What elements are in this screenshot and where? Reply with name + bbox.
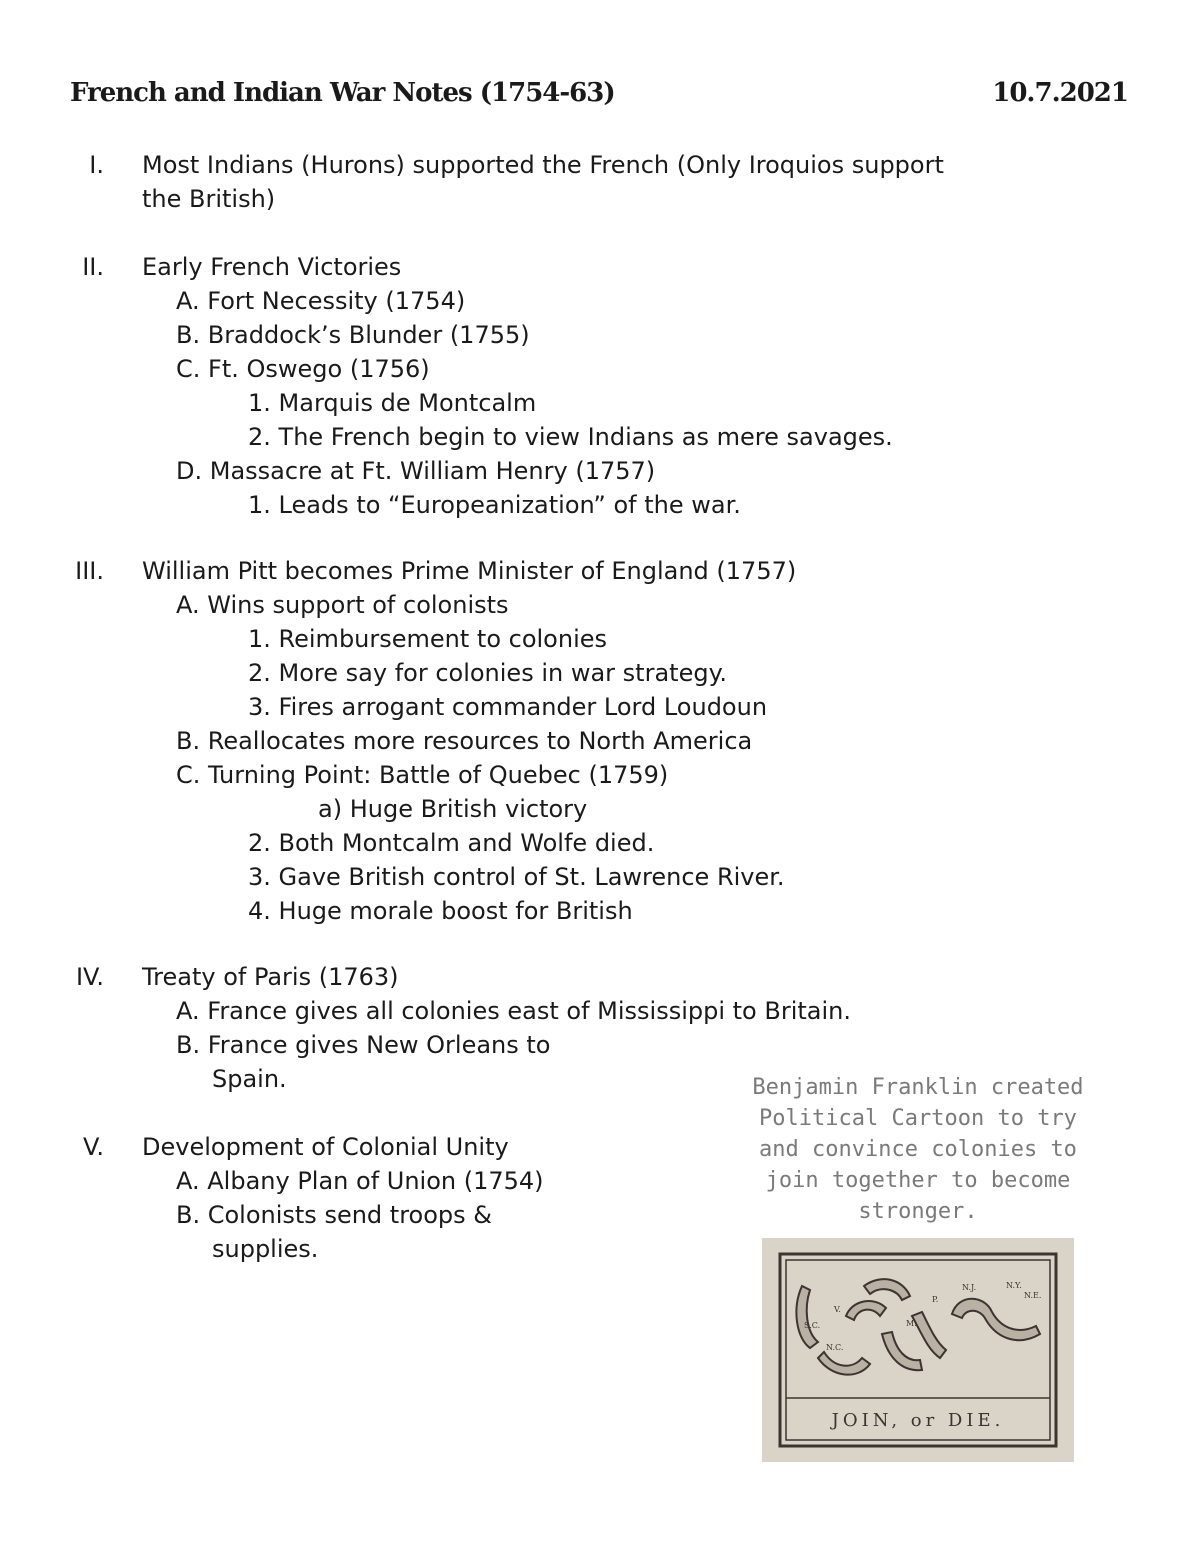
snake-segment-6 (912, 1312, 946, 1358)
caption-line-3: and convince colonies to (759, 1137, 1077, 1162)
section-1-text-line1: Most Indians (Hurons) supported the French (Only Iroquios support (142, 151, 944, 179)
caption-line-5: stronger. (858, 1199, 978, 1224)
section-2-numeral: II. (82, 253, 104, 281)
page-date: 10.7.2021 (992, 78, 1128, 108)
cartoon-label-0: N.E. (1024, 1291, 1042, 1300)
section-3-heading: William Pitt becomes Prime Minister of England (1757) (142, 557, 797, 585)
section-2-item-c1: 1. Marquis de Montcalm (248, 389, 537, 417)
caption-line-1: Benjamin Franklin created (752, 1075, 1084, 1100)
snake-segment-3 (846, 1301, 886, 1320)
cartoon-caption (700, 1072, 1136, 1227)
section-2-item-b: B. Braddock’s Blunder (1755) (176, 321, 530, 349)
section-5-numeral: V. (83, 1133, 104, 1161)
section-3-item-c3: 3. Gave British control of St. Lawrence River. (248, 863, 785, 891)
section-1-text-line2: the British) (142, 185, 276, 213)
section-5-item-b-line1: B. Colonists send troops & (176, 1201, 492, 1229)
cartoon-label-1: N.Y. (1006, 1281, 1022, 1290)
section-5-item-b-line2: supplies. (212, 1235, 319, 1263)
caption-line-4: join together to become (765, 1168, 1071, 1193)
section-3-item-c2: 2. Both Montcalm and Wolfe died. (248, 829, 655, 857)
section-5-heading: Development of Colonial Unity (142, 1133, 509, 1161)
caption-line-2: Political Cartoon to try (759, 1106, 1077, 1131)
section-4-item-b-line2: Spain. (212, 1065, 287, 1093)
snake-segment-2 (818, 1352, 870, 1375)
section-4-numeral: IV. (75, 963, 104, 991)
cartoon-illustration (762, 1238, 1074, 1462)
section-3-item-c4: 4. Huge morale boost for British (248, 897, 633, 925)
section-3-item-a: A. Wins support of colonists (176, 591, 509, 619)
section-2-item-d1: 1. Leads to “Europeanization” of the war. (248, 491, 741, 519)
section-2-item-d: D. Massacre at Ft. William Henry (1757) (176, 457, 656, 485)
section-3-item-a3: 3. Fires arrogant commander Lord Loudoun (248, 693, 768, 721)
join-or-die-cartoon (762, 1238, 1074, 1462)
page-title: French and Indian War Notes (1754-63) (70, 78, 615, 108)
snake-segment-5 (864, 1279, 910, 1300)
section-1-numeral: I. (89, 151, 104, 179)
cartoon-label-5: V. (834, 1305, 841, 1314)
section-3-item-b: B. Reallocates more resources to North America (176, 727, 753, 755)
section-5-item-a: A. Albany Plan of Union (1754) (176, 1167, 544, 1195)
section-3-item-c: C. Turning Point: Battle of Quebec (1759) (176, 761, 669, 789)
snake-segment-4 (882, 1332, 922, 1370)
cartoon-label-3: P. (932, 1295, 939, 1304)
section-2-heading: Early French Victories (142, 253, 402, 281)
section-4-heading: Treaty of Paris (1763) (142, 963, 399, 991)
section-4-item-b-line1: B. France gives New Orleans to (176, 1031, 551, 1059)
snake-tail-segment (796, 1286, 821, 1348)
snake-icon (796, 1279, 1040, 1375)
section-3-item-a1: 1. Reimbursement to colonies (248, 625, 608, 653)
cartoon-label-4: M. (906, 1319, 917, 1328)
section-2-item-c2: 2. The French begin to view Indians as mere savages. (248, 423, 893, 451)
section-2-item-a: A. Fort Necessity (1754) (176, 287, 466, 315)
section-3-item-a2: 2. More say for colonies in war strategy. (248, 659, 727, 687)
cartoon-label-2: N.J. (962, 1283, 977, 1292)
cartoon-banner-text: JOIN, or DIE. (831, 1410, 1005, 1431)
snake-segment-7 (952, 1299, 1040, 1340)
section-4-item-a: A. France gives all colonies east of Mississippi to Britain. (176, 997, 851, 1025)
section-3-item-ca: a) Huge British victory (318, 795, 588, 823)
cartoon-label-6: N.C. (826, 1343, 844, 1352)
section-3-numeral: III. (75, 557, 104, 585)
cartoon-label-7: S.C. (804, 1321, 821, 1330)
section-2-item-c: C. Ft. Oswego (1756) (176, 355, 430, 383)
